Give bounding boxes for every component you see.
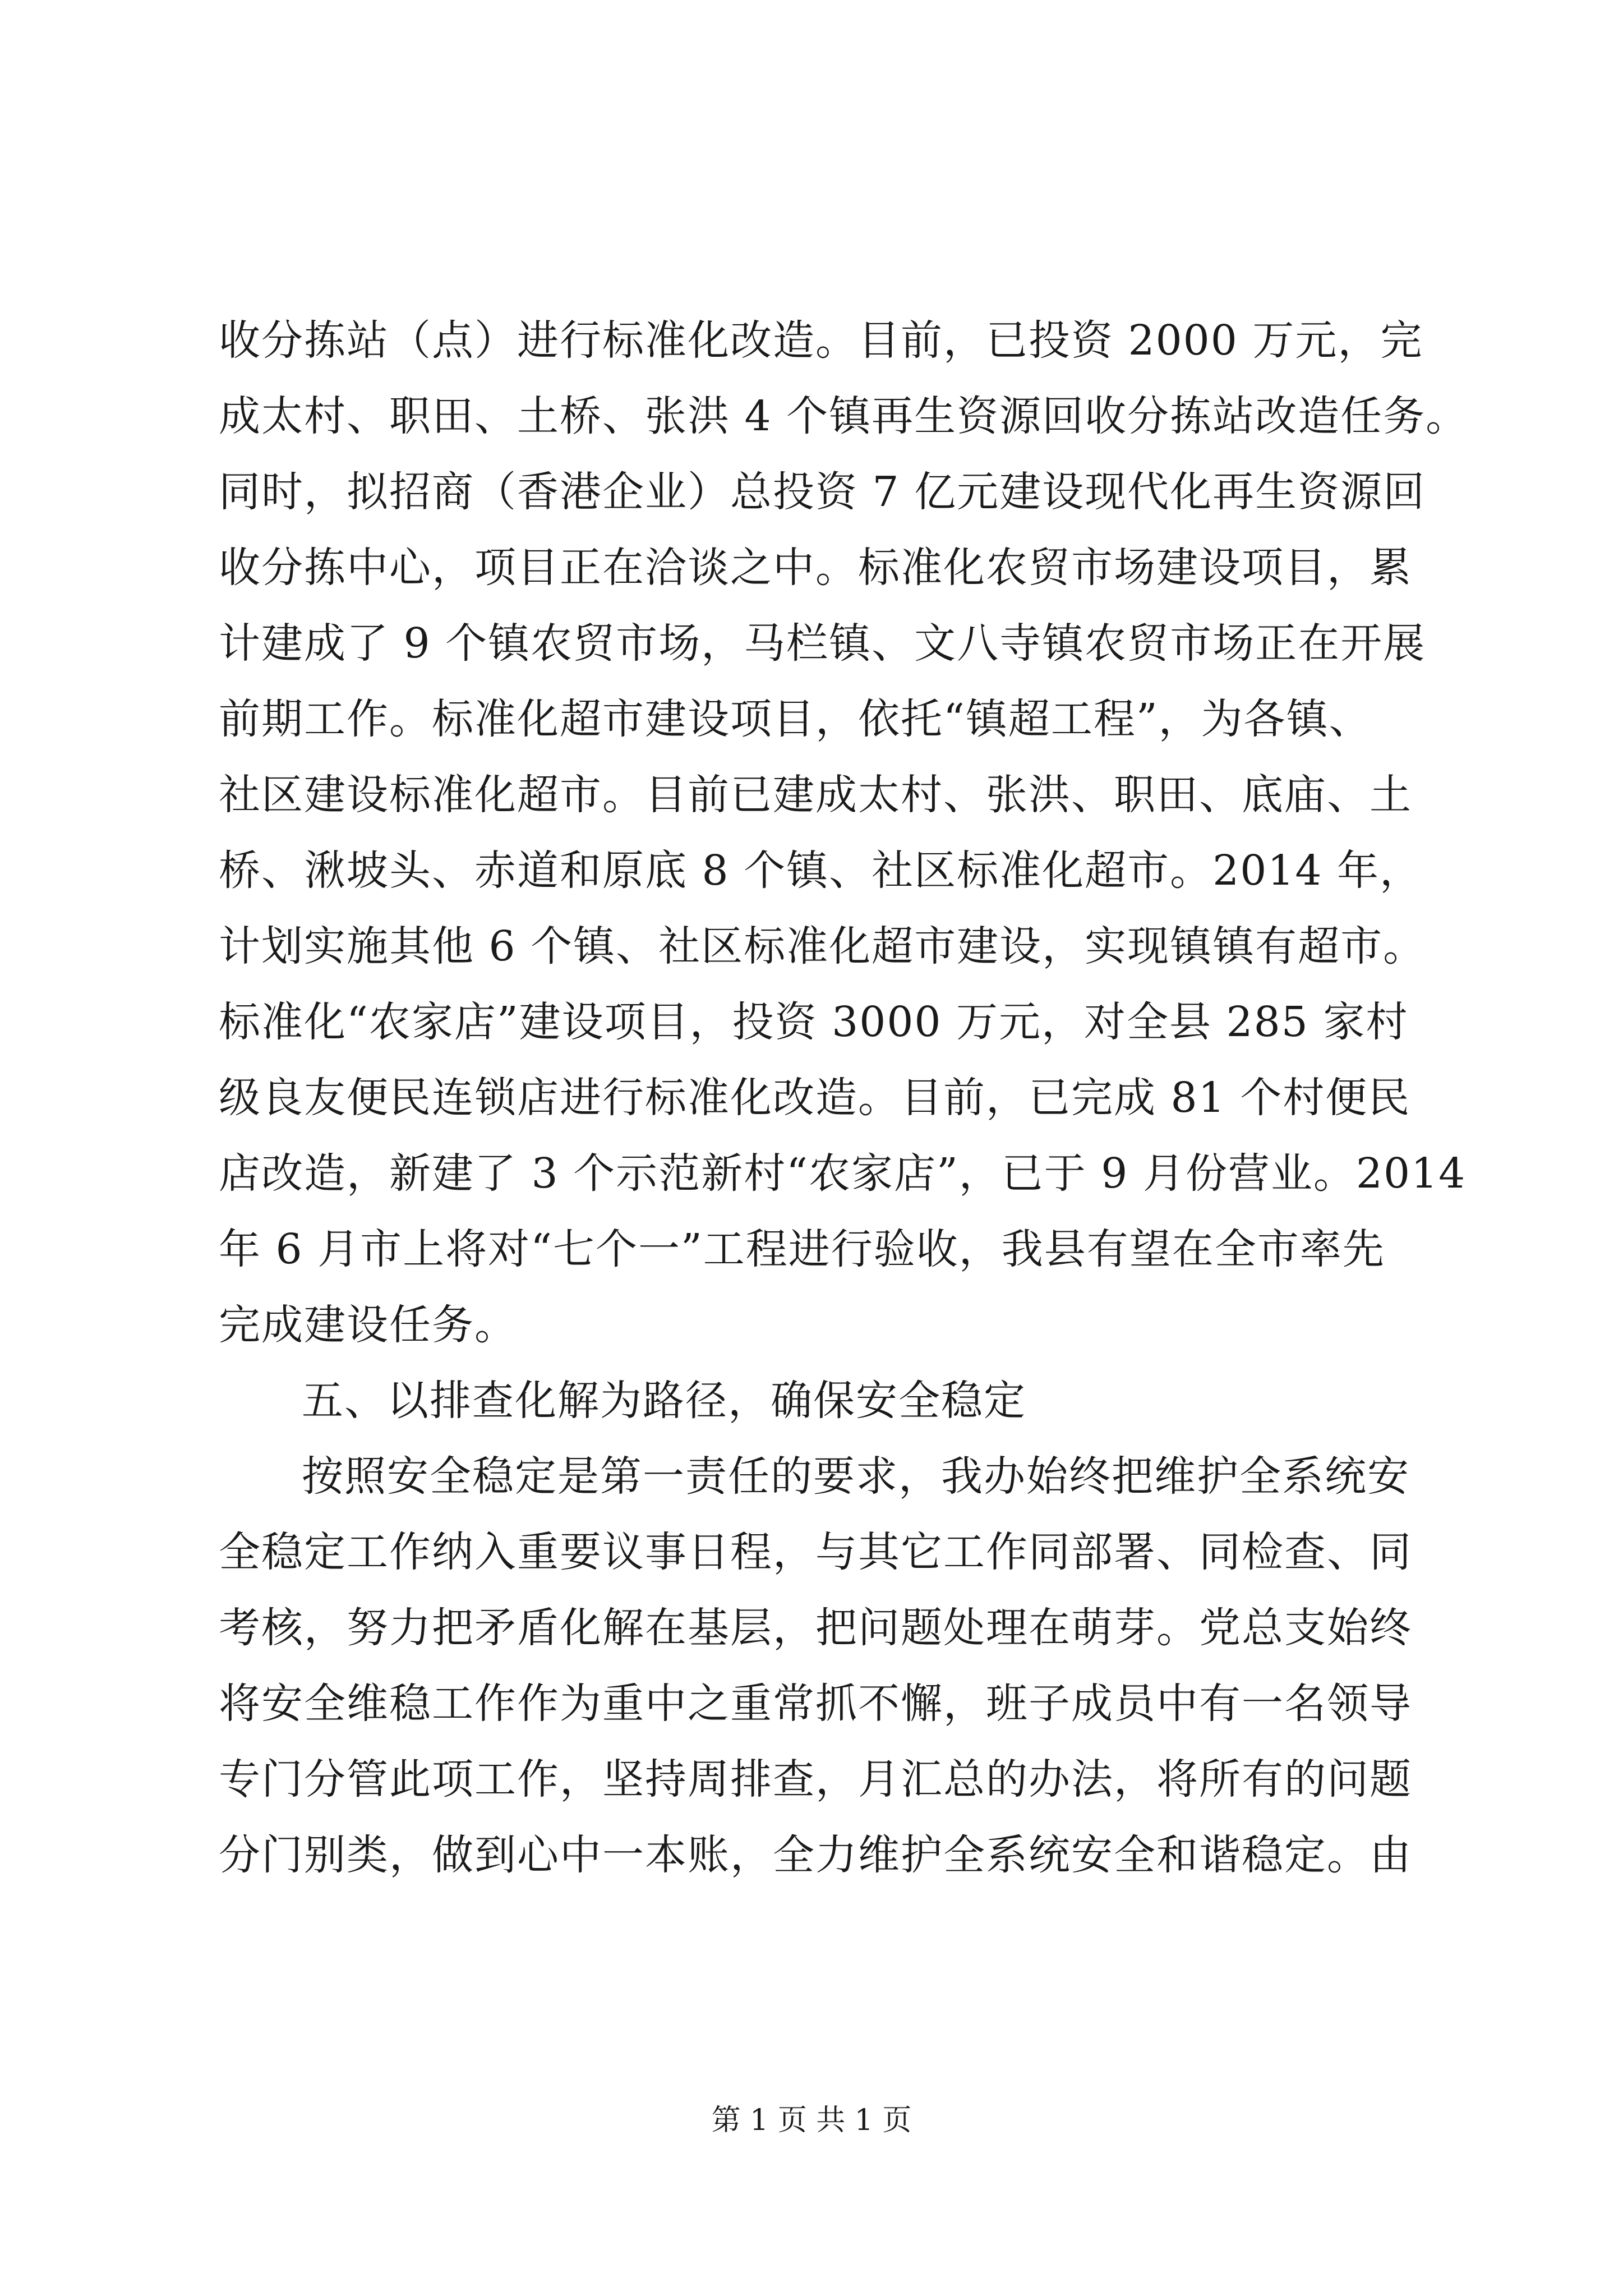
text-line: 专门分管此项工作，坚持周排查，月汇总的办法，将所有的问题	[219, 1755, 1412, 1803]
text-line: 标准化“农家店”建设项目，投资 3000 万元，对全县 285 家村	[219, 998, 1409, 1046]
text-line: 社区建设标准化超市。目前已建成太村、张洪、职田、底庙、土	[219, 771, 1412, 819]
text-line: 收分拣中心，项目正在洽谈之中。标准化农贸市场建设项目，累	[219, 544, 1412, 592]
page-footer: 第 1 页 共 1 页	[711, 2104, 912, 2137]
text-line: 前期工作。标准化超市建设项目，依托“镇超工程”，为各镇、	[219, 695, 1372, 743]
text-line: 收分拣站（点）进行标准化改造。目前，已投资 2000 万元，完	[219, 316, 1423, 365]
text-line: 将安全维稳工作作为重中之重常抓不懈，班子成员中有一名领导	[219, 1680, 1412, 1728]
section-heading: 五、以排查化解为路径，确保安全稳定	[302, 1377, 1026, 1425]
text-line: 级良友便民连锁店进行标准化改造。目前，已完成 81 个村便民	[219, 1074, 1411, 1122]
text-line: 成太村、职田、土桥、张洪 4 个镇再生资源回收分拣站改造任务。	[219, 392, 1469, 440]
text-line: 全稳定工作纳入重要议事日程，与其它工作同部署、同检查、同	[219, 1528, 1412, 1576]
paragraph-first-line: 按照安全稳定是第一责任的要求，我办始终把维护全系统安	[302, 1452, 1410, 1501]
text-line: 考核，努力把矛盾化解在基层，把问题处理在萌芽。党总支始终	[219, 1604, 1412, 1652]
body-text	[219, 303, 1469, 1893]
text-line: 年 6 月市上将对“七个一”工程进行验收，我县有望在全市率先	[219, 1225, 1385, 1273]
text-line: 计划实施其他 6 个镇、社区标准化超市建设，实现镇镇有超市。	[219, 922, 1426, 970]
text-line: 完成建设任务。	[219, 1301, 517, 1349]
text-line: 同时，拟招商（香港企业）总投资 7 亿元建设现代化再生资源回	[219, 468, 1426, 516]
text-line: 计建成了 9 个镇农贸市场，马栏镇、文八寺镇农贸市场正在开展	[219, 619, 1426, 668]
text-line: 店改造，新建了 3 个示范新村“农家店”，已于 9 月份营业。2014	[219, 1149, 1467, 1198]
text-line: 分门别类，做到心中一本账，全力维护全系统安全和谐稳定。由	[219, 1831, 1412, 1879]
text-line: 桥、湫坡头、赤道和原底 8 个镇、社区标准化超市。2014 年，	[219, 846, 1422, 895]
